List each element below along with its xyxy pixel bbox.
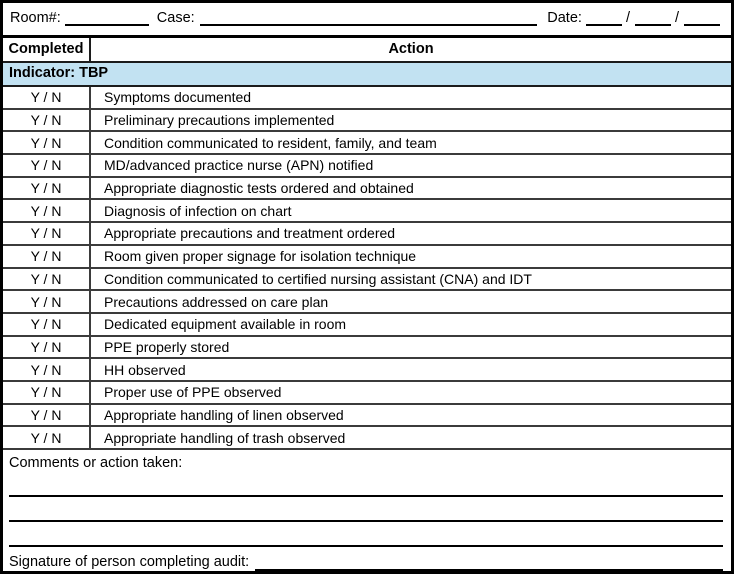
completed-yn-cell[interactable]: Y / N <box>3 132 91 153</box>
table-row <box>3 132 731 155</box>
table-row <box>3 382 731 405</box>
table-row <box>3 110 731 133</box>
completed-yn-cell[interactable]: Y / N <box>3 155 91 176</box>
action-cell: Appropriate precautions and treatment ordered <box>104 225 396 242</box>
date-separator: / <box>674 10 679 26</box>
action-cell: PPE properly stored <box>104 338 230 355</box>
completed-yn-cell[interactable]: Y / N <box>3 110 91 131</box>
room-number-field[interactable] <box>65 11 149 26</box>
signature-label: Signature of person completing audit: <box>9 554 250 570</box>
table-row <box>3 178 731 201</box>
table-row <box>3 155 731 178</box>
completed-yn-cell[interactable]: Y / N <box>3 382 91 403</box>
completed-column-header: Completed <box>3 38 91 61</box>
table-row <box>3 314 731 337</box>
completed-yn-cell[interactable]: Y / N <box>3 337 91 358</box>
completed-yn-cell[interactable]: Y / N <box>3 87 91 108</box>
table-row <box>3 269 731 292</box>
date-year-field[interactable] <box>684 11 720 26</box>
action-cell: MD/advanced practice nurse (APN) notified <box>104 157 374 174</box>
table-row <box>3 223 731 246</box>
comment-line-2[interactable] <box>9 498 723 522</box>
table-row <box>3 337 731 360</box>
completed-yn-cell[interactable]: Y / N <box>3 291 91 312</box>
comment-line-3[interactable] <box>9 523 723 547</box>
comment-line-1[interactable] <box>9 473 723 497</box>
form-header <box>3 3 731 38</box>
comments-label: Comments or action taken: <box>9 455 183 471</box>
table-row <box>3 246 731 269</box>
table-row <box>3 405 731 428</box>
completed-yn-cell[interactable]: Y / N <box>3 405 91 426</box>
completed-yn-cell[interactable]: Y / N <box>3 178 91 199</box>
action-cell: Symptoms documented <box>104 89 252 106</box>
date-separator: / <box>625 10 630 26</box>
action-cell: Room given proper signage for isolation technique <box>104 248 417 265</box>
indicator-banner: Indicator: TBP <box>3 63 731 87</box>
completed-yn-cell[interactable]: Y / N <box>3 223 91 244</box>
action-cell: Diagnosis of infection on chart <box>104 202 292 219</box>
case-field[interactable] <box>200 11 538 26</box>
date-day-field[interactable] <box>635 11 671 26</box>
table-row <box>3 291 731 314</box>
signature-field[interactable] <box>255 553 723 571</box>
action-cell: Precautions addressed on care plan <box>104 293 329 310</box>
action-cell: Appropriate handling of linen observed <box>104 406 344 423</box>
action-cell: Condition communicated to certified nursing assistant (CNA) and IDT <box>104 270 532 287</box>
completed-yn-cell[interactable]: Y / N <box>3 359 91 380</box>
table-row <box>3 200 731 223</box>
completed-yn-cell[interactable]: Y / N <box>3 314 91 335</box>
completed-yn-cell[interactable]: Y / N <box>3 246 91 267</box>
action-cell: Condition communicated to resident, family, and team <box>104 134 437 151</box>
completed-yn-cell[interactable]: Y / N <box>3 200 91 221</box>
completed-yn-cell[interactable]: Y / N <box>3 269 91 290</box>
table-row <box>3 359 731 382</box>
action-cell: Appropriate handling of trash observed <box>104 429 346 446</box>
completed-yn-cell[interactable]: Y / N <box>3 427 91 448</box>
action-cell: Appropriate diagnostic tests ordered and obtained <box>104 180 414 197</box>
date-month-field[interactable] <box>586 11 622 26</box>
action-cell: HH observed <box>104 361 186 378</box>
action-cell: Proper use of PPE observed <box>104 384 282 401</box>
table-header-row <box>3 38 731 63</box>
action-cell: Dedicated equipment available in room <box>104 316 347 333</box>
action-cell: Preliminary precautions implemented <box>104 112 335 129</box>
comments-section <box>3 450 731 571</box>
table-row <box>3 87 731 110</box>
signature-row <box>9 553 723 571</box>
table-row <box>3 427 731 450</box>
room-number-label: Room#: <box>10 10 61 26</box>
case-label: Case: <box>156 10 195 26</box>
action-column-header: Action <box>388 41 434 57</box>
date-label: Date: <box>547 10 582 26</box>
